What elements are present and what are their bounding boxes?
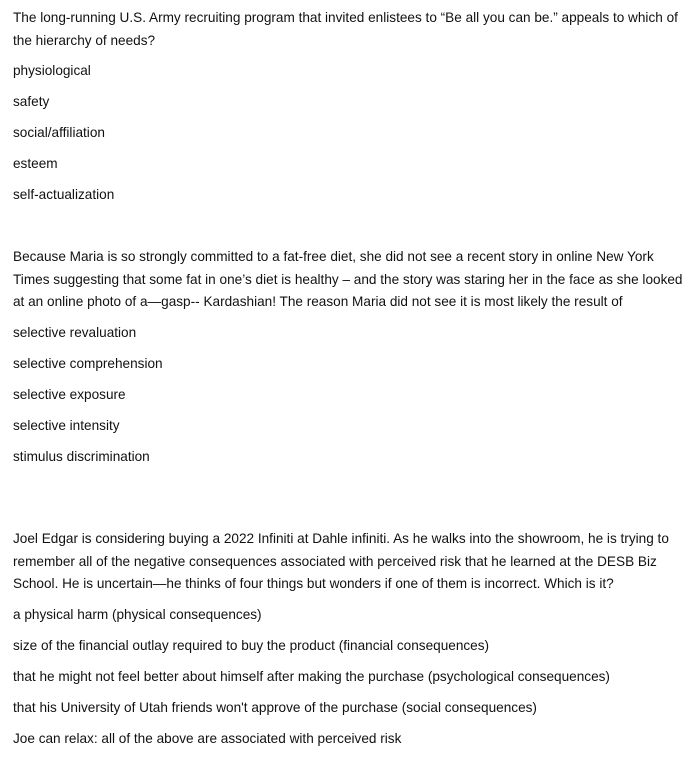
question-3 — [13, 528, 684, 759]
question-1-stem: The long-running U.S. Army recruiting program that invited enlistees to “Be all you can be.” appeals to which of the hierarchy of needs? — [13, 10, 678, 48]
answer-option[interactable]: social/affiliation — [13, 125, 105, 140]
answer-option[interactable]: self-actualization — [13, 187, 115, 202]
answer-option[interactable]: safety — [13, 94, 50, 109]
question-2 — [13, 246, 684, 477]
question-1 — [13, 7, 684, 215]
answer-option[interactable]: selective exposure — [13, 386, 126, 402]
answer-option[interactable]: a physical harm (physical consequences) — [13, 606, 262, 622]
answer-option[interactable]: selective revaluation — [13, 324, 137, 340]
answer-option[interactable]: physiological — [13, 63, 91, 78]
answer-option[interactable]: that he might not feel better about himself after making the purchase (psychological consequences) — [13, 668, 610, 684]
question-2-options — [13, 322, 684, 477]
answer-option[interactable]: selective intensity — [13, 417, 120, 433]
question-2-stem: Because Maria is so strongly committed to a fat-free diet, she did not see a recent story in online New York Times suggesting that some fat in one’s diet is healthy – and the story was staring her in the face as she looked at an online photo of a—gasp-- Kardashian! The reason Maria did not see it is most likely the result of — [13, 249, 683, 309]
answer-option[interactable]: esteem — [13, 156, 58, 171]
answer-option[interactable]: selective comprehension — [13, 355, 163, 371]
question-3-stem: Joel Edgar is considering buying a 2022 Infiniti at Dahle infiniti. As he walks into the showroom, he is trying to remember all of the negative consequences associated with perceived risk that he learned at the DESB Biz School. He is uncertain—he thinks of four things but wonders if one of them is incorrect. Which is it? — [13, 531, 669, 591]
question-3-options — [13, 604, 684, 759]
answer-option[interactable]: that his University of Utah friends won't approve of the purchase (social consequences) — [13, 699, 537, 715]
answer-option[interactable]: Joe can relax: all of the above are associated with perceived risk — [13, 730, 402, 746]
answer-option[interactable]: stimulus discrimination — [13, 448, 150, 464]
question-1-options — [13, 60, 684, 215]
answer-option[interactable]: size of the financial outlay required to buy the product (financial consequences) — [13, 637, 490, 653]
